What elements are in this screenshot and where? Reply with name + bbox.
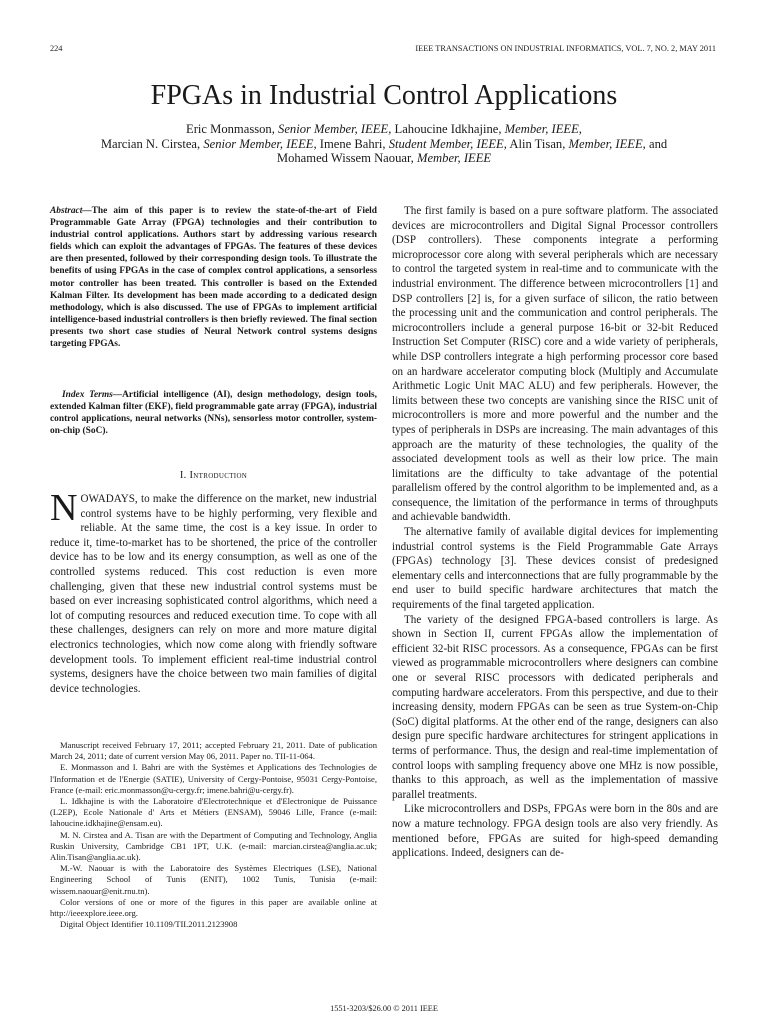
footnote: Digital Object Identifier 10.1109/TII.2011.2123908 — [60, 919, 238, 930]
running-header — [50, 44, 716, 56]
intro-first-word: OWADAYS, — [80, 493, 138, 505]
author-name: Mohamed Wissem Naouar, — [276, 151, 414, 165]
author-affiliation: Member, IEEE, — [504, 122, 582, 136]
footnote: Manuscript received February 17, 2011; accepted February 21, 2011. Date of publication March 24, 2011; date of current version May 06, 2011. Paper no. TII-11-064. — [50, 740, 377, 762]
dropcap-letter: N — [50, 487, 78, 529]
author-name: Alin Tisan, — [509, 136, 566, 151]
footnote: L. Idkhajine is with the Laboratoire d'Electrotechnique et d'Electronique de Puissance (L2EP), Ecole Nationale d' Arts et Métiers (ENSAM), 59046 Lille, France (e-mail: lahoucine.idkhajine@ensam.eu). — [50, 796, 377, 829]
abstract-label: Abstract— — [50, 206, 92, 216]
page-number: 224 — [50, 44, 63, 53]
intro-text: to make the difference on the market, new industrial control systems have to be highly performing, very flexible and reliable. At the same time, the cost is a key issue. In order to reduce it, time-to-market has to be shortened, the price of the controller device has to be low and its energy consumption, as well as one of the controlled systems reduced. This cost reduction is even more challenging, given that these new industrial control systems must be based on ever increasing sophisticated control algorithms, which need a lot of computing resources and reduced execution time. To cope with all these challenges, designers can rely on more and more mature digital electronics technologies, which now come along with friendly software development tools. To implement efficient real-time industrial control systems, designers have the choice between two main families of digital device technologies. — [50, 493, 377, 695]
author-affiliation: Senior Member, IEEE, — [278, 122, 392, 136]
author-list — [50, 122, 718, 166]
author-name: Imene Bahri, — [319, 136, 386, 151]
body-paragraph: The alternative family of available digital devices for implementing industrial control systems is the Field Programmable Gate Arrays (FPGAs) technology [3]. These devices consist of predesigned elementary cells and interconnections that are fully programmable by the end user to build specific hardware architectures that match the requirements of the final targeted application. — [392, 526, 718, 612]
index-terms — [50, 389, 377, 437]
author-affiliation: Student Member, IEEE, — [388, 136, 507, 151]
body-paragraph: The variety of the designed FPGA-based controllers is large. As shown in Section II, current FPGAs allow the implementation of efficient 32-bit RISC processors. As a consequence, FPGAs can be first viewed as programmable microcontrollers where designers can combine one or several RISC processors with dedicated peripherals and computing hardware accelerators. From this perspective, and due to their increasing density, modern FPGAs can be seen as true System-on-Chip (SoC) digital platforms. At the other end of the range, designers can also design pure specific hardware architectures for stringent applications in terms of performance. Thus, the design and real-time implementation of control loops with sampling frequency above one MHz is now possible, thanks to this approach, as well as the implementation of massive parallel treatments. — [392, 613, 718, 801]
author-affiliation: Senior Member, IEEE, — [203, 136, 317, 151]
author-affiliation: Member, IEEE — [416, 151, 492, 165]
intro-paragraph — [50, 487, 377, 696]
footnote: E. Monmasson and I. Bahri are with the Systèmes et Applications des Technologies de l'Information et de l'Energie (SATIE), University of Cergy-Pontoise, 95031 Cergy-Pontoise, France (e-mail: eric.monmasson@u-cergy.fr; imene.bahri@u-cergy.fr). — [50, 762, 377, 795]
body-paragraph: Like microcontrollers and DSPs, FPGAs were born in the 80s and are now a mature technology. FPGA design tools are also very friendly. As mentioned before, FPGAs are suited for high-speed demanding applications. Indeed, designers can de- — [392, 803, 718, 860]
introduction-body — [50, 487, 377, 696]
abstract-text: The aim of this paper is to review the state-of-the-art of Field Programmable Gate Array (FPGA) technologies and their contribution to industrial control applications. Authors start by addressing various research fields which can exploit the advantages of FPGAs. The features of these devices are then presented, followed by their corresponding design tools. To illustrate the benefits of using FPGAs in the case of complex control applications, a sensorless motor controller has been treated. This controller is based on the Extended Kalman Filter. Its development has been made according to a dedicated design methodology, which is also discussed. The use of FPGAs to implement artificial intelligence-based industrial controllers is then briefly reviewed. The final section presents two short case studies of Neural Network control systems designs targeting FPGAs. — [50, 206, 377, 350]
section-number: I. — [179, 470, 187, 481]
index-terms-text: Artificial intelligence (AI), design methodology, design tools, extended Kalman filter (EKF), field programmable gate array (FPGA), industrial control applications, neural networks (NNs), sensorless motor controller, system-on-chip (SoC). — [50, 390, 377, 437]
copyright-footer: 1551-3203/$26.00 © 2011 IEEE — [330, 1004, 438, 1013]
paper-title: FPGAs in Industrial Control Applications — [150, 80, 618, 111]
footnotes — [50, 740, 377, 930]
footnote: M.-W. Naouar is with the Laboratoire des Systèmes Electriques (LSE), National Engineering School of Tunis (ENIT), 1002 Tunis, Tunisia (e-mail: wissem.naouar@enit.rnu.tn). — [50, 863, 377, 896]
author-affiliation: Member, IEEE, — [568, 136, 646, 151]
journal-citation: IEEE TRANSACTIONS ON INDUSTRIAL INFORMATICS, VOL. 7, NO. 2, MAY 2011 — [415, 44, 716, 53]
author-conjunction: and — [648, 136, 668, 151]
author-name: Lahoucine Idkhajine, — [394, 122, 502, 136]
footnote: Color versions of one or more of the figures in this paper are available online at http://ieeexplore.ieee.org. — [50, 896, 377, 919]
abstract — [50, 205, 377, 350]
author-name: Eric Monmasson, — [186, 122, 275, 136]
section-title: Introduction — [189, 470, 248, 481]
right-column-body — [392, 204, 718, 861]
author-name: Marcian N. Cirstea, — [100, 136, 201, 151]
section-heading — [50, 470, 377, 481]
body-paragraph: The first family is based on a pure software platform. The associated devices are microcontrollers and Digital Signal Processor controllers (DSP controllers). These components integrate a performing microprocessor core along with several peripherals which are necessary to control the targeted system in real-time and to communicate with the industrial environment. The difference between microcontrollers [1] and DSP controllers [2] is, for a given surface of silicon, the ratio between the processing unit and the communication and control peripherals. The microcontrollers include a general purpose 16-bit or 32-bit Reduced Instruction Set Computer (RISC) core and a wide variety of peripherals, while DSP controllers integrate a high performing processor core based on an hardware accelerator computing block (Multiply and Accumulate Arithmetic Logic Unit MAC ALU) and few peripherals. However, the limits between these two concepts are vanishing since the RISC unit of microcontrollers is more and more powerful and the number and the types of peripherals in DSPs are increasing. The main advantages of this approach are the maturity of these technologies, the quality of the associated development tools as well as their low price. The main limitations are the difficulty to take advantage of the potential parallelism offered by the control algorithm to be implemented and, as a consequence, the limitation of the performance in terms of throughputs and achievable bandwidth. — [392, 205, 718, 524]
footnote: M. N. Cirstea and A. Tisan are with the Department of Computing and Technology, Anglia Ruskin University, Cambridge CB1 1PT, U.K. (e-mail: marcian.cirstea@anglia.ac.uk; Alin.Tisan@anglia.ac.uk). — [50, 829, 377, 863]
index-terms-label: Index Terms— — [62, 390, 123, 400]
